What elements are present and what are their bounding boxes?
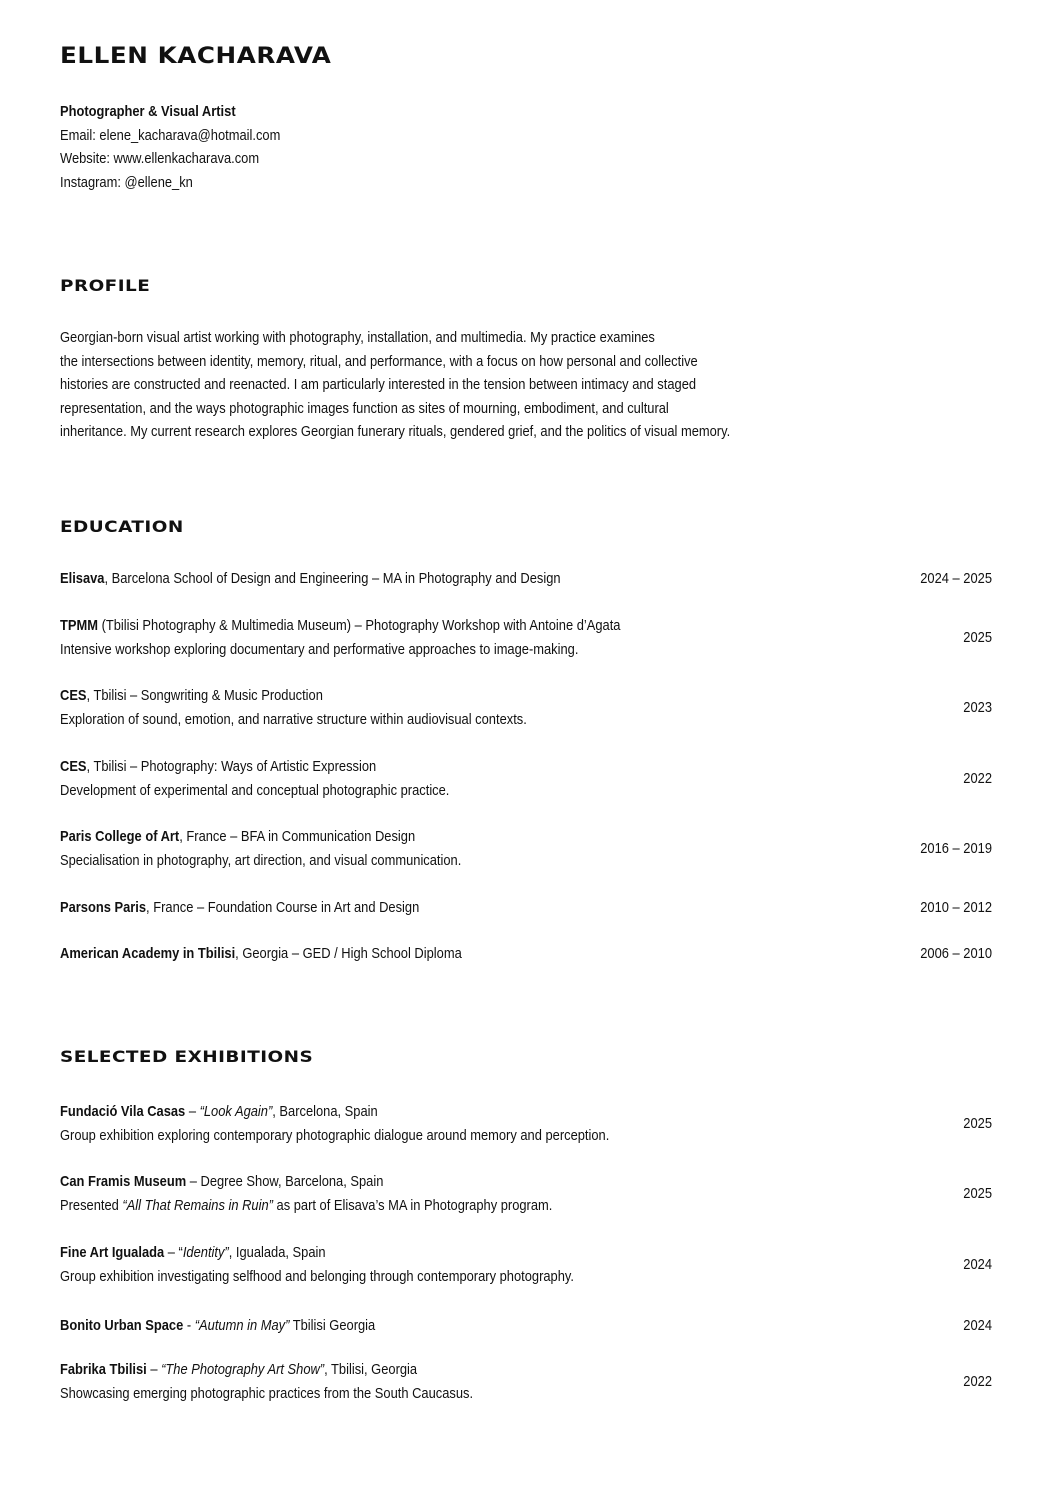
institution-name: CES <box>60 758 87 775</box>
exhibitions-heading: SELECTED EXHIBITIONS <box>60 1047 314 1066</box>
exhibition-text: – “ <box>164 1244 183 1261</box>
exhibition-location: , Barcelona, Spain <box>272 1103 378 1120</box>
education-entry <box>60 755 992 802</box>
exhibition-description: Showcasing emerging photographic practices from the South Caucasus. <box>60 1384 474 1402</box>
program-text: , Tbilisi – Photography: Ways of Artistic Expression <box>86 758 377 775</box>
education-year: 2010 – 2012 <box>920 899 992 916</box>
email-line: Email: elene_kacharava@hotmail.com <box>60 126 281 144</box>
education-entry <box>60 896 992 920</box>
program-text: , France – Foundation Course in Art and Design <box>146 899 420 916</box>
exhibition-entry <box>60 1241 992 1288</box>
exhibition-description: Group exhibition investigating selfhood and belonging through contemporary photography. <box>60 1267 574 1285</box>
role-title: Photographer & Visual Artist <box>60 103 236 120</box>
education-description: Intensive workshop exploring documentary and performative approaches to image-making. <box>60 640 579 658</box>
venue-name: Fabrika Tbilisi <box>60 1361 147 1378</box>
education-year: 2016 – 2019 <box>920 839 992 857</box>
exhibition-entry <box>60 1100 992 1147</box>
education-year: 2023 <box>963 698 992 716</box>
education-description: Development of experimental and conceptual photographic practice. <box>60 781 450 799</box>
exhibition-entry <box>60 1170 992 1217</box>
profile-line: histories are constructed and reenacted. I am particularly interested in the tension between intimacy and staged <box>60 376 697 394</box>
education-entry <box>60 942 992 966</box>
education-entry <box>60 684 992 731</box>
education-description: Exploration of sound, emotion, and narrative structure within audiovisual contexts. <box>60 710 527 728</box>
exhibition-text: – <box>146 1361 162 1378</box>
instagram-line: Instagram: @ellene_kn <box>60 173 193 191</box>
venue-name: Fundació Vila Casas <box>60 1103 186 1120</box>
education-year: 2024 – 2025 <box>920 570 992 587</box>
program-text: , Barcelona School of Design and Engineering – MA in Photography and Design <box>104 570 561 587</box>
institution-name: American Academy in Tbilisi <box>60 945 236 962</box>
education-year: 2022 <box>963 769 992 787</box>
contact-block <box>60 100 660 194</box>
program-text: , Tbilisi – Songwriting & Music Production <box>86 687 323 704</box>
institution-name: TPMM <box>60 617 98 634</box>
education-heading: EDUCATION <box>60 517 184 536</box>
exhibition-location: , Tbilisi, Georgia <box>324 1361 418 1378</box>
profile-line: the intersections between identity, memory, ritual, and performance, with a focus on how personal and collective <box>60 352 698 370</box>
exhibition-description: as part of Elisava’s MA in Photography program. <box>272 1196 553 1214</box>
program-text: , Georgia – GED / High School Diploma <box>235 945 462 962</box>
venue-name: Can Framis Museum <box>60 1173 187 1190</box>
exhibition-text: - <box>183 1317 195 1334</box>
website-line: Website: www.ellenkacharava.com <box>60 150 260 167</box>
exhibition-location: Tbilisi Georgia <box>289 1317 376 1334</box>
institution-name: CES <box>60 687 87 704</box>
institution-name: Paris College of Art <box>60 828 180 845</box>
profile-heading: PROFILE <box>60 276 151 295</box>
program-text: (Tbilisi Photography & Multimedia Museum) – Photography Workshop with Antoine d’Agata <box>97 617 621 634</box>
exhibition-description: Presented <box>60 1196 123 1214</box>
profile-line: inheritance. My current research explores Georgian funerary rituals, gendered grief, and the politics of visual memory. <box>60 423 731 441</box>
education-year: 2006 – 2010 <box>920 945 992 962</box>
program-text: , France – BFA in Communication Design <box>179 828 416 845</box>
exhibition-text: – Degree Show, Barcelona, Spain <box>186 1173 384 1190</box>
exhibition-year: 2024 <box>963 1255 992 1273</box>
education-entry <box>60 825 992 872</box>
exhibition-year: 2024 <box>963 1317 992 1334</box>
exhibition-title: “Autumn in May” <box>194 1317 290 1334</box>
exhibition-title: “The Photography Art Show” <box>161 1361 325 1378</box>
venue-name: Bonito Urban Space <box>60 1317 184 1334</box>
exhibition-entry <box>60 1314 992 1338</box>
exhibition-title: “All That Remains in Ruin” <box>122 1196 273 1214</box>
institution-name: Parsons Paris <box>60 899 147 916</box>
exhibition-description: Group exhibition exploring contemporary photographic dialogue around memory and perception. <box>60 1126 610 1144</box>
education-description: Specialisation in photography, art direction, and visual communication. <box>60 851 462 869</box>
exhibition-title: “Look Again” <box>199 1103 273 1120</box>
profile-text <box>60 326 765 444</box>
exhibition-location: , Igualada, Spain <box>228 1244 326 1261</box>
education-entry <box>60 567 992 591</box>
exhibition-year: 2025 <box>963 1184 992 1202</box>
exhibition-year: 2022 <box>963 1372 992 1390</box>
exhibition-text: – <box>185 1103 200 1120</box>
exhibition-title: Identity” <box>182 1244 229 1261</box>
exhibition-entry <box>60 1358 992 1405</box>
venue-name: Fine Art Igualada <box>60 1244 165 1261</box>
profile-line: Georgian-born visual artist working with photography, installation, and multimedia. My practice examines <box>60 329 655 346</box>
profile-line: representation, and the ways photographic images function as sites of mourning, embodiment, and cultural <box>60 399 669 417</box>
education-year: 2025 <box>963 628 992 646</box>
exhibition-year: 2025 <box>963 1114 992 1132</box>
person-name: ELLEN KACHARAVA <box>60 44 332 69</box>
education-entry <box>60 614 992 661</box>
institution-name: Elisava <box>60 570 105 587</box>
